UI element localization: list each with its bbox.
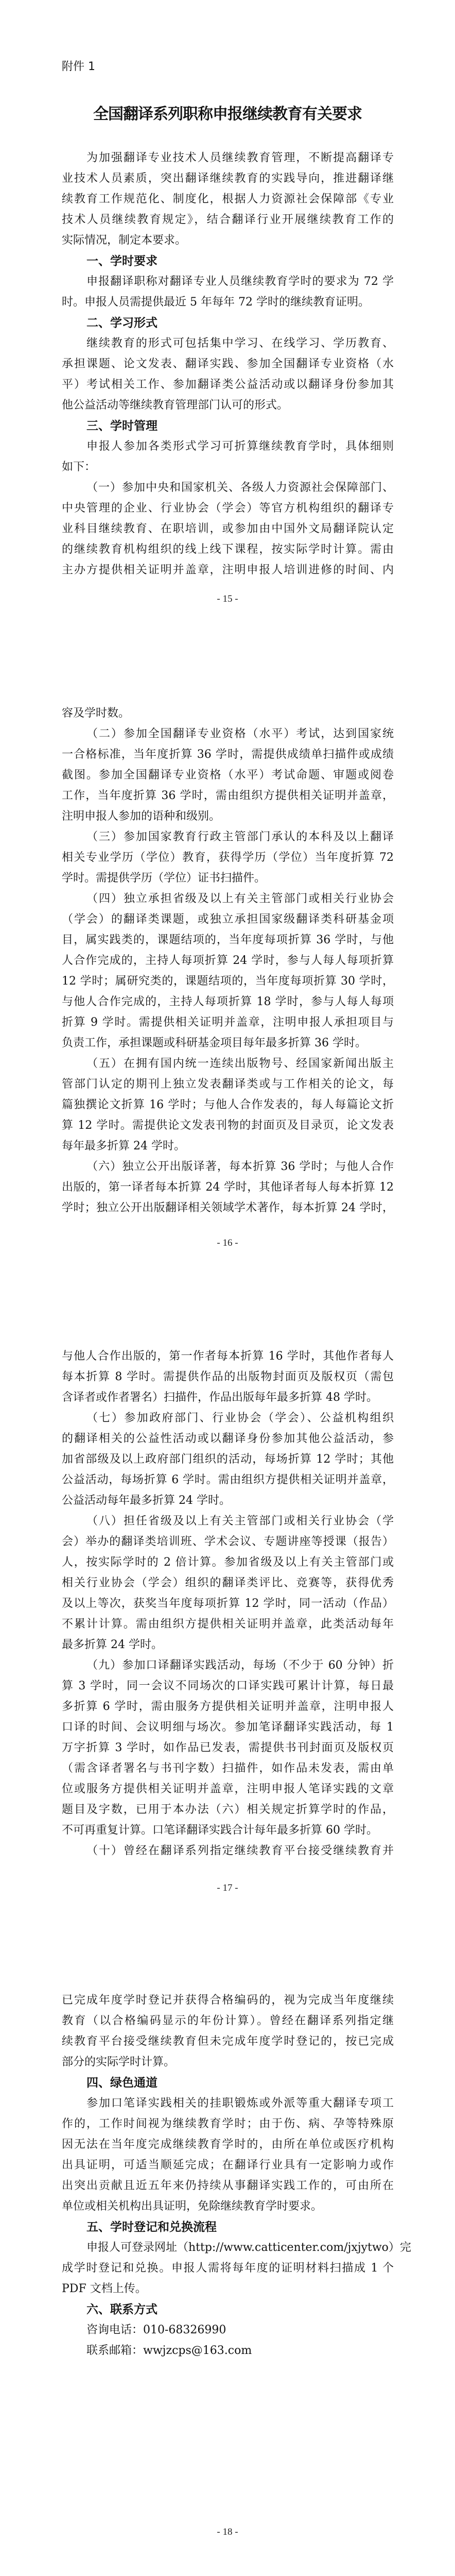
paragraph-last-line: 容及学时数。 (62, 707, 130, 720)
page-number: - 18 - (217, 2527, 238, 2537)
paragraph-first-line: （九）参加口译翻译实践活动，每场（不少于 60 分钟）折 (86, 1659, 394, 1672)
paragraph-first-line: （七）参加政府部门、行业协会（学会）、公益机构组织 (86, 1412, 394, 1425)
contact-line: 联系邮箱：wwjzcps@163.com (86, 2344, 252, 2357)
paragraph-last-line: 最多折算 24 学时。 (62, 1638, 163, 1651)
paragraph-line: 不累计计算。需由组织方提供相关证明并盖章，此类活动每年 (62, 1618, 394, 1631)
contact-line: 咨询电话：010-68326990 (86, 2324, 226, 2336)
paragraph-first-line: 为加强翻译专业技术人员继续教育管理，不断提高翻译专 (86, 151, 394, 164)
paragraph-line: 教育（以合格编码显示的年份计算）。曾经在翻译系列指定继 (62, 2014, 394, 2027)
paragraph-line: 12 学时；属研究类的，课题结项的，当年度每项折算 30 学时， (62, 975, 394, 988)
page-number: - 16 - (217, 1238, 238, 1248)
paragraph-line: 及以上等次，获奖当年度每项折算 12 学时，同一活动（作品） (62, 1597, 394, 1610)
paragraph-last-line: 负责工作，承担课题或科研基金项目每年最多折算 36 学时。 (62, 1037, 366, 1049)
paragraph-first-line: （五）在拥有国内统一连续出版物号、经国家新闻出版主 (86, 1057, 394, 1070)
paragraph-line: 篇独撰论文折算 16 学时；与他人合作发表的，每人每篇论文折 (62, 1098, 394, 1111)
paragraph-line: 相关行业协会（学会）组织的翻译类评比、竞赛等，获得优秀 (62, 1577, 394, 1589)
paragraph-last-line: 他公益活动等继续教育管理部门认可的形式。 (62, 399, 289, 412)
paragraph-line: 公益活动，每场折算 6 学时。需由组织方提供相关证明并盖章， (62, 1473, 394, 1486)
paragraph-line: 题目及字数，已用于本办法（六）相关规定折算学时的作品， (62, 1803, 394, 1816)
paragraph-line: 学时；独立公开出版翻译相关领域学术著作，每本折算 24 学时， (62, 1201, 394, 1214)
paragraph-line: 出具证明，可适当顺延完成；在翻译行业具有一定影响力或作 (62, 2159, 394, 2172)
paragraph-first-line: （一）参加中央和国家机关、各级人力资源社会保障部门、 (86, 481, 394, 494)
paragraph-line: 人，按实际学时的 2 倍计算。参加省级及以上有关主管部门或 (62, 1556, 394, 1569)
paragraph-first-line: （八）担任省级及以上有关主管部门或相关行业协会（学 (86, 1515, 394, 1528)
paragraph-line: 会）举办的翻译类培训班、学术会议、专题讲座等授课（报告） (62, 1535, 394, 1548)
paragraph-line: 算 3 学时，同一会议不同场次的口译实践可累计计算，每日最 (62, 1680, 394, 1692)
paragraph-first-line: （六）独立公开出版译著，每本折算 36 学时；与他人合作 (86, 1160, 394, 1173)
attachment-label: 附件 1 (62, 60, 95, 73)
section-heading: 五、学时登记和兑换流程 (86, 2221, 217, 2234)
paragraph-last-line: 不可再重复计算。口笔译翻译实践合计每年最多折算 60 学时。 (62, 1824, 378, 1837)
paragraph-last-line: 含译者或作者署名）扫描件，作品出版每年最多折算 48 学时。 (62, 1391, 378, 1404)
paragraph-last-line: 学时。需提供学历（学位）证书扫描件。 (62, 872, 266, 885)
page-number: - 15 - (217, 594, 238, 604)
paragraph-last-line: 公益活动每年最多折算 24 学时。 (62, 1494, 231, 1507)
paragraph-first-line: （四）独立承担省级及以上有关主管部门或相关行业协会 (86, 892, 394, 905)
paragraph-line: （学会）的翻译类课题，或独立承担国家级翻译类科研基金项 (62, 913, 394, 926)
paragraph-first-line: 申报翻译职称对翻译专业人员继续教育学时的要求为 72 学 (86, 275, 394, 288)
paragraph-line: 出突出贡献且近五年来仍持续从事翻译实践工作的，可由所在 (62, 2179, 394, 2192)
paragraph-line: 平）考试相关工作、参加翻译类公益活动或以翻译身份参加其 (62, 378, 394, 391)
paragraph-line: 承担课题、论文发表、翻译实践、参加全国翻译专业资格（水 (62, 358, 394, 370)
paragraph-line: 续教育工作规范化、制度化，根据人力资源社会保障部《专业 (62, 193, 394, 206)
paragraph-line: 万字折算 3 学时，如作品已发表，需提供书刊封面页及版权页 (62, 1741, 394, 1754)
paragraph-last-line: PDF 文档上传。 (62, 2282, 147, 2295)
paragraph-line: 业技术人员素质，突出翻译继续教育的实践导向，推进翻译继 (62, 172, 394, 185)
paragraph-line: 相关专业学历（学位）教育，获得学历（学位）当年度折算 72 (62, 851, 394, 864)
paragraph-first-line: （二）参加全国翻译专业资格（水平）考试，达到国家统 (86, 727, 394, 740)
paragraph-line: 算 12 学时。需提供论文发表刊物的封面页及目录页，论文发表 (62, 1119, 394, 1132)
paragraph-line: 口译的时间、会议明细与场次。参加笔译翻译实践活动，每 1 (62, 1721, 394, 1734)
paragraph-last-line: 单位或相关机构出具证明，免除继续教育学时要求。 (62, 2200, 323, 2213)
paragraph-line: 因无法在当年度完成继续教育学时的，由所在单位或医疗机构 (62, 2138, 394, 2151)
paragraph-line: 出版的，第一译者每本折算 24 学时，其他译者每人每本折算 12 (62, 1181, 394, 1194)
paragraph-first-line: 申报人参加各类形式学习可折算继续教育学时，具体细则 (86, 440, 394, 453)
section-heading: 四、绿色通道 (86, 2076, 157, 2090)
paragraph-first-line: 继续教育的形式可包括集中学习、在线学习、学历教育、 (86, 337, 394, 350)
section-heading: 三、学时管理 (86, 419, 157, 433)
paragraph-first-line: （三）参加国家教育行政主管部门承认的本科及以上翻译 (86, 831, 394, 843)
paragraph-line: 管部门认定的期刊上独立发表翻译类或与工作相关的论文，每 (62, 1078, 394, 1091)
paragraph-line: 截图。参加全国翻译专业资格（水平）考试命题、审题或阅卷 (62, 769, 394, 782)
paragraph-last-line: 注明申报人参加的语种和级别。 (62, 810, 221, 823)
paragraph-first-line: 申报人可登录网址（http://www.catticenter.com/jxjytwo）完 (86, 2241, 411, 2254)
paragraph-line: 成学时登记和兑换。申报人需将每年度的证明材料扫描成 1 个 (62, 2262, 394, 2275)
paragraph-line: 目，属实践类的，课题结项的，当年度每项折算 36 学时，与他 (62, 934, 394, 946)
paragraph-line: 中央管理的企业、行业协会（学会）等官方机构组织的翻译专 (62, 502, 394, 515)
paragraph-line: 业科目继续教育、在职培训，或参加由中国外文局翻译院认定 (62, 522, 394, 535)
paragraph-line: 的翻译相关的公益性活动或以翻译身份参加其他公益活动，参 (62, 1432, 394, 1445)
paragraph-line: 续教育平台接受继续教育但未完成年度学时登记的，按已完成 (62, 2035, 394, 2048)
paragraph-line: 主办方提供相关证明并盖章，注明申报人培训进修的时间、内 (62, 564, 394, 577)
paragraph-line: 已完成年度学时登记并获得合格编码的，视为完成当年度继续 (62, 1994, 394, 2007)
section-heading: 一、学时要求 (86, 255, 157, 268)
paragraph-last-line: 部分的实际学时计算。 (62, 2056, 176, 2069)
document-title: 全国翻译系列职称申报继续教育有关要求 (93, 105, 362, 123)
page-number: - 17 - (217, 1883, 238, 1893)
paragraph-line: 一合格标准，当年度折算 36 学时，需提供成绩单扫描件或成绩 (62, 748, 394, 761)
section-heading: 六、联系方式 (86, 2303, 157, 2316)
paragraph-line: 作的，工作时间视为继续教育学时；由于伤、病、孕等特殊原 (62, 2117, 394, 2130)
paragraph-line: 位或服务方提供相关证明并盖章，注明申报人笔译实践的文章 (62, 1783, 394, 1795)
paragraph-line: 人合作完成的，主持人每项折算 24 学时，参与人每人每项折算 (62, 954, 394, 967)
paragraph-line: 的继续教育机构组织的线上线下课程，按实际学时计算。需由 (62, 543, 394, 556)
paragraph-line: 技术人员继续教育规定》，结合翻译行业开展继续教育工作的 (62, 213, 394, 226)
paragraph-line: 与他人合作完成的，主持人每项折算 18 学时，参与人每人每项 (62, 995, 394, 1008)
paragraph-line: 工作，当年度折算 36 学时，需由组织方提供相关证明并盖章， (62, 789, 394, 802)
paragraph-line: （需含译者署名与书刊字数）扫描件，如作品未发表，需由单 (62, 1762, 394, 1775)
paragraph-last-line: 实际情况，制定本要求。 (62, 234, 187, 247)
paragraph-first-line: （十）曾经在翻译系列指定继续教育平台接受继续教育并 (86, 1844, 394, 1857)
paragraph-line: 与他人合作出版的，第一作者每本折算 16 学时，其他作者每人 (62, 1350, 394, 1363)
paragraph-line: 每本折算 8 学时。需提供作品的出版物封面页及版权页（需包 (62, 1370, 394, 1383)
section-heading: 二、学习形式 (86, 316, 157, 330)
paragraph-last-line: 如下： (62, 461, 96, 473)
paragraph-last-line: 每年最多折算 24 学时。 (62, 1140, 185, 1153)
paragraph-line: 加省部级及以上政府部门组织的活动，每场折算 12 学时；其他 (62, 1453, 394, 1466)
paragraph-first-line: 参加口笔译实践相关的挂职锻炼或外派等重大翻译专项工 (86, 2097, 394, 2110)
paragraph-line: 折算 9 学时。需提供相关证明并盖章，注明申报人承担项目与 (62, 1016, 394, 1029)
paragraph-line: 多折算 6 学时，需由服务方提供相关证明并盖章，注明申报人 (62, 1700, 394, 1713)
paragraph-last-line: 时。申报人员需提供最近 5 年每年 72 学时的继续教育证明。 (62, 296, 370, 309)
